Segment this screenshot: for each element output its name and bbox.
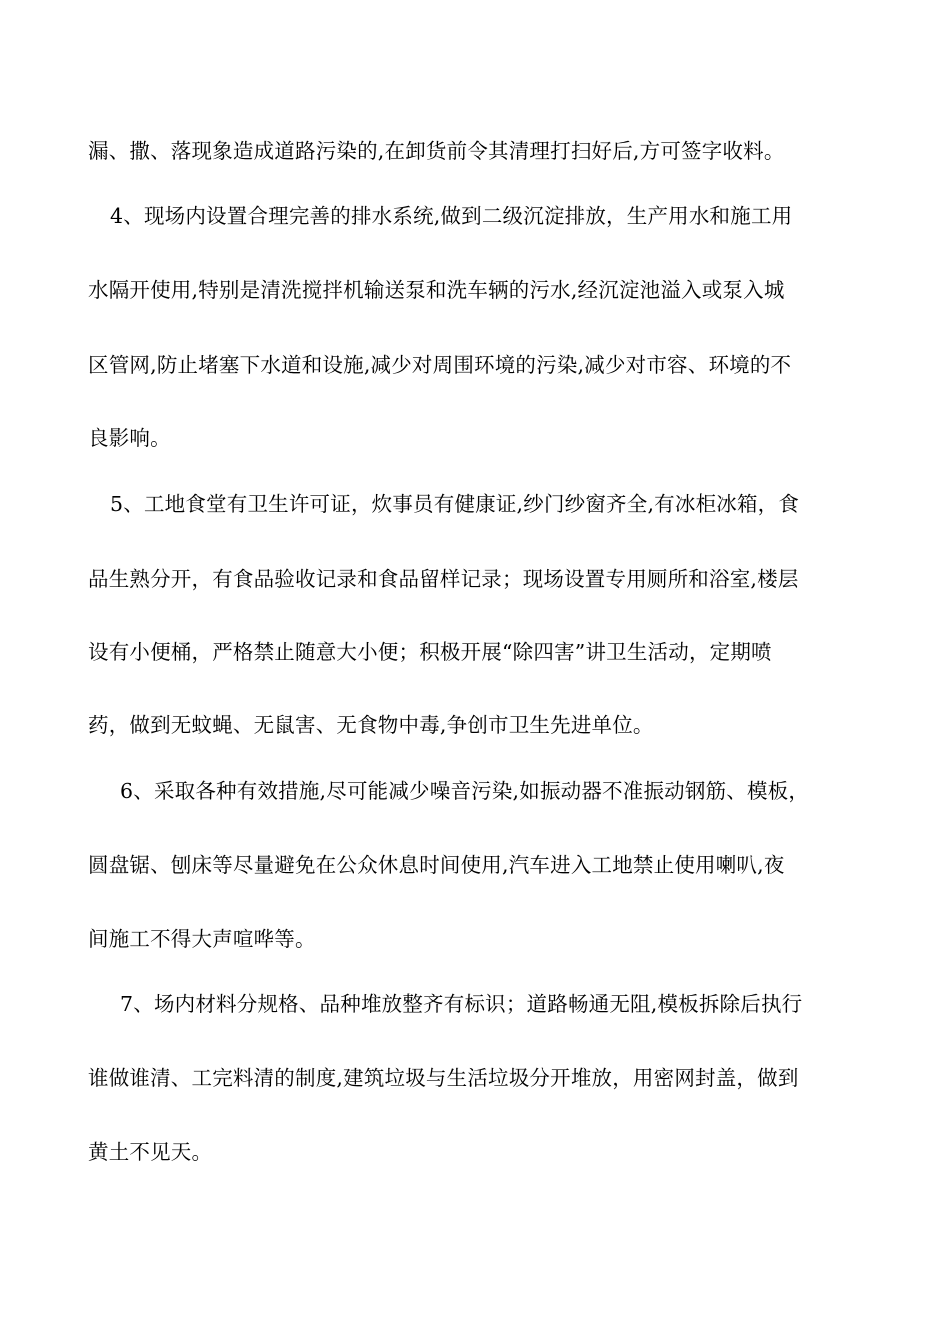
text-line: 谁做谁清、工完料清的制度,建筑垃圾与生活垃圾分开堆放，用密网封盖，做到 — [88, 1066, 799, 1090]
text-line: 药，做到无蚊蝇、无鼠害、无食物中毒,争创市卫生先进单位。 — [88, 713, 654, 737]
text-line: 良影响。 — [88, 426, 171, 450]
text-line: 区管网,防止堵塞下水道和设施,减少对周围环境的污染,减少对市容、环境的不 — [88, 353, 792, 377]
paragraph-4-line: 4、现场内设置合理完善的排水系统,做到二级沉淀排放，生产用水和施工用 — [110, 204, 793, 228]
paragraph-7-line: 7、场内材料分规格、品种堆放整齐有标识；道路畅通无阻,模板拆除后执行 — [120, 992, 803, 1016]
paragraph-5-line: 5、工地食堂有卫生许可证，炊事员有健康证,纱门纱窗齐全,有冰柜冰箱，食 — [110, 492, 800, 516]
text-line: 圆盘锯、刨床等尽量避免在公众休息时间使用,汽车进入工地禁止使用喇叭,夜 — [88, 853, 785, 877]
text-line: 品生熟分开，有食品验收记录和食品留样记录；现场设置专用厕所和浴室,楼层 — [88, 567, 799, 591]
paragraph-6-line: 6、采取各种有效措施,尽可能减少噪音污染,如振动器不准振动钢筋、模板， — [120, 779, 810, 803]
text-line: 黄土不见天。 — [88, 1140, 213, 1164]
text-line: 漏、撒、落现象造成道路污染的,在卸货前令其清理打扫好后,方可签字收料。 — [88, 139, 785, 163]
text-line: 间施工不得大声喧哗等。 — [88, 927, 316, 951]
text-line: 水隔开使用,特别是清洗搅拌机输送泵和洗车辆的污水,经沉淀池溢入或泵入城 — [88, 278, 785, 302]
text-line: 设有小便桶，严格禁止随意大小便；积极开展“除四害”讲卫生活动，定期喷 — [88, 640, 772, 664]
